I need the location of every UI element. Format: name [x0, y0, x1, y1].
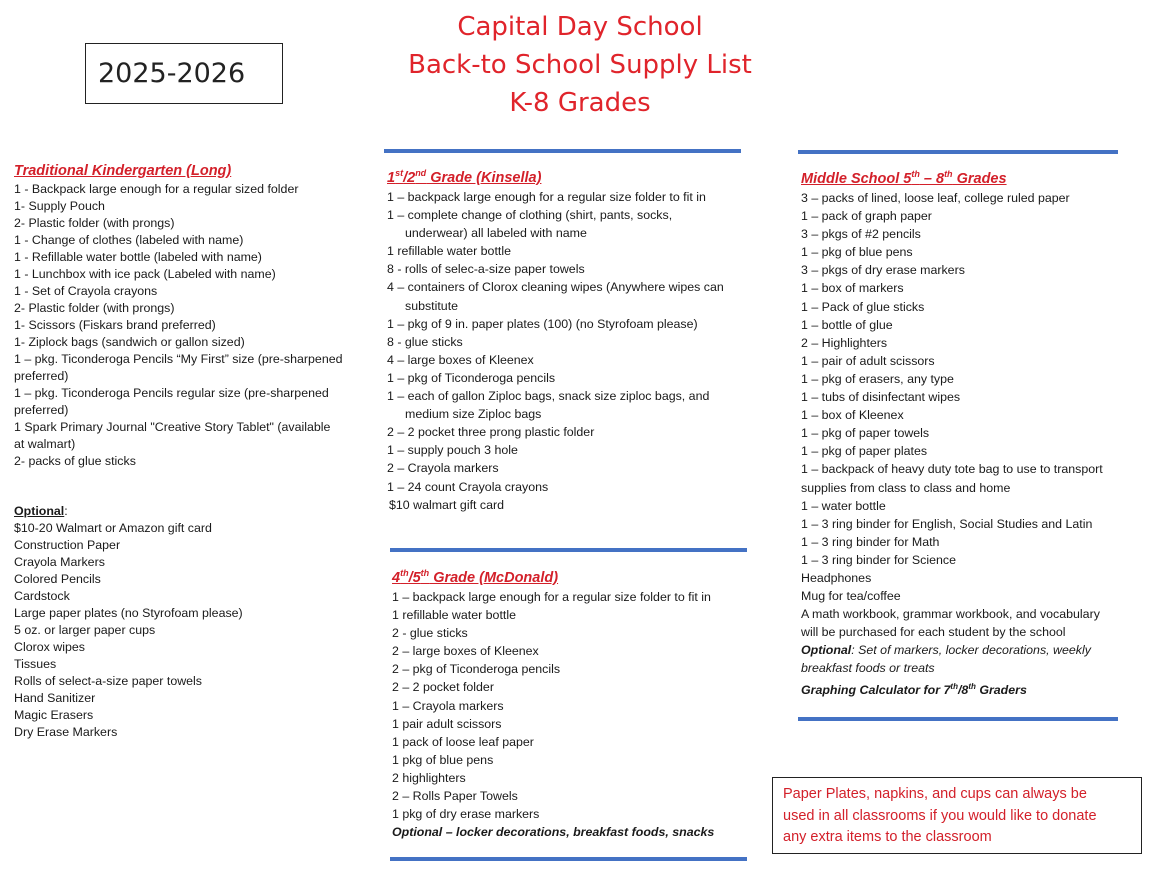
- list-item: Tissues: [14, 657, 57, 671]
- grade12-list: [387, 188, 747, 514]
- list-item: Hand Sanitizer: [14, 691, 96, 705]
- kindergarten-optional-label: Optional:: [14, 504, 68, 518]
- list-item: 1 - Backpack large enough for a regular sized folder: [14, 182, 299, 196]
- list-item: 2- Plastic folder (with prongs): [14, 216, 175, 230]
- list-item-continuation: will be purchased for each student by the school: [801, 625, 1066, 640]
- list-item: Construction Paper: [14, 538, 121, 552]
- kindergarten-list: [14, 181, 344, 470]
- kindergarten-optional-list: [14, 520, 344, 741]
- list-item: 1 – backpack large enough for a regular size folder to fit in: [392, 590, 711, 604]
- document-title: [380, 8, 780, 122]
- title-list-name: Back-to School Supply List: [408, 50, 752, 80]
- school-year-box: 2025-2026: [85, 43, 283, 104]
- list-item: 2- Plastic folder (with prongs): [14, 301, 175, 315]
- middle-school-section: [801, 169, 1131, 699]
- middle-school-heading: Middle School 5th – 8th Grades: [801, 169, 1007, 187]
- list-item: 1 – Pack of glue sticks: [801, 299, 925, 314]
- list-item: 1 – backpack large enough for a regular size folder to fit in: [387, 190, 706, 204]
- note-line: Paper Plates, napkins, and cups can always be: [783, 786, 1087, 802]
- list-item: 1 – water bottle: [801, 498, 886, 513]
- list-item: 1 pair adult scissors: [392, 716, 502, 731]
- list-item: 3 – pkgs of #2 pencils: [801, 227, 921, 242]
- list-item: $10 walmart gift card: [389, 497, 505, 512]
- grade45-optional-note: Optional – locker decorations, breakfast foods, snacks: [392, 825, 715, 840]
- list-item: Mug for tea/coffee: [801, 589, 901, 604]
- list-item: 2 – 2 pocket three prong plastic folder: [387, 425, 595, 440]
- note-line: used in all classrooms if you would like to donate: [783, 807, 1097, 824]
- list-item: 1 – pkg of blue pens: [801, 245, 913, 260]
- kindergarten-section: [14, 161, 344, 741]
- kindergarten-heading: Traditional Kindergarten (Long): [14, 163, 232, 179]
- list-item: 1 - Set of Crayola crayons: [14, 284, 158, 298]
- list-item: 2 highlighters: [392, 770, 466, 785]
- divider-bar-middle-bottom: [798, 717, 1118, 721]
- list-item-continuation: medium size Ziploc bags: [405, 407, 542, 422]
- list-item: Crayola Markers: [14, 555, 105, 569]
- list-item: Dry Erase Markers: [14, 725, 118, 739]
- list-item: 1 refillable water bottle: [392, 608, 516, 623]
- divider-bar-grade45-bottom: [390, 857, 747, 861]
- list-item: 5 oz. or larger paper cups: [14, 623, 156, 637]
- divider-bar-grade45-top: [390, 548, 747, 552]
- list-item: 8 - glue sticks: [387, 334, 463, 349]
- list-item-continuation: underwear) all labeled with name: [405, 226, 587, 241]
- list-item: A math workbook, grammar workbook, and vocabulary: [801, 607, 1100, 622]
- list-item: 1 – pkg of Ticonderoga pencils: [387, 370, 556, 385]
- list-item: 2 – pkg of Ticonderoga pencils: [392, 662, 561, 677]
- list-item: 1 – pkg of paper towels: [801, 426, 930, 441]
- list-item: 1 – pkg. Ticonderoga Pencils “My First” size (pre-sharpened preferred): [14, 352, 343, 383]
- list-item: 1- Supply Pouch: [14, 199, 105, 213]
- list-item: 2 – Rolls Paper Towels: [392, 789, 518, 804]
- list-item: 1 – pack of graph paper: [801, 209, 932, 224]
- divider-bar-middle-top: [798, 150, 1118, 154]
- donation-note-box: [772, 777, 1142, 854]
- list-item: Colored Pencils: [14, 572, 101, 586]
- grade12-section: [387, 168, 747, 514]
- list-item: Headphones: [801, 570, 872, 585]
- list-item: 1 – 3 ring binder for English, Social Studies and Latin: [801, 516, 1093, 531]
- grade12-heading: 1st/2nd Grade (Kinsella): [387, 168, 542, 186]
- list-item: 2- packs of glue sticks: [14, 454, 136, 468]
- list-item: Clorox wipes: [14, 640, 85, 654]
- list-item: 8 - rolls of selec-a-size paper towels: [387, 262, 585, 277]
- list-item: 1 – pkg of 9 in. paper plates (100) (no Styrofoam please): [387, 316, 698, 331]
- list-item: 4 – large boxes of Kleenex: [387, 352, 534, 367]
- list-item-continuation: supplies from class to class and home: [801, 480, 1011, 495]
- list-item: 1 – pair of adult scissors: [801, 353, 935, 368]
- grade45-section: [392, 568, 747, 841]
- list-item: 1 pack of loose leaf paper: [392, 734, 534, 749]
- list-item: 2 – Crayola markers: [387, 461, 499, 476]
- list-item: Magic Erasers: [14, 708, 94, 722]
- list-item: $10-20 Walmart or Amazon gift card: [14, 521, 212, 535]
- list-item: 1 – pkg of erasers, any type: [801, 371, 954, 386]
- middle-school-optional-note-continuation: breakfast foods or treats: [801, 661, 935, 676]
- title-school-name: Capital Day School: [457, 12, 703, 42]
- list-item: 1 - Lunchbox with ice pack (Labeled with name): [14, 267, 276, 281]
- list-item: 1 – backpack of heavy duty tote bag to use to transport: [801, 462, 1103, 477]
- list-item: 1 pkg of dry erase markers: [392, 807, 540, 822]
- graphing-calculator-note: Graphing Calculator for 7th/8th Graders: [801, 681, 1027, 697]
- list-item: 1 – box of markers: [801, 281, 904, 296]
- list-item: 1 - Change of clothes (labeled with name): [14, 233, 244, 247]
- list-item: 1 – pkg. Ticonderoga Pencils regular size (pre-sharpened preferred): [14, 386, 329, 417]
- list-item: 1 – box of Kleenex: [801, 408, 904, 423]
- list-item: 2 – Highlighters: [801, 335, 888, 350]
- title-grades: K-8 Grades: [509, 88, 651, 118]
- list-item: Large paper plates (no Styrofoam please): [14, 606, 243, 620]
- middle-school-list: [801, 189, 1131, 699]
- list-item: 2 - glue sticks: [392, 626, 468, 641]
- list-item: 1 – 3 ring binder for Math: [801, 534, 940, 549]
- middle-school-optional-note: Optional: Set of markers, locker decorations, weekly: [801, 643, 1091, 658]
- divider-bar-grade12-top: [384, 149, 741, 153]
- list-item: 1- Scissors (Fiskars brand preferred): [14, 318, 216, 332]
- list-item: 1 – 3 ring binder for Science: [801, 552, 956, 567]
- list-item: 3 – packs of lined, loose leaf, college ruled paper: [801, 191, 1070, 205]
- list-item: 4 – containers of Clorox cleaning wipes (Anywhere wipes can: [387, 280, 724, 295]
- list-item: 2 – 2 pocket folder: [392, 680, 494, 695]
- list-item: 1 Spark Primary Journal "Creative Story Tablet" (available at walmart): [14, 420, 331, 451]
- list-item: 1 – tubs of disinfectant wipes: [801, 390, 961, 405]
- list-item: 1 – supply pouch 3 hole: [387, 443, 518, 458]
- grade45-list: [392, 588, 747, 841]
- list-item: 1 - Refillable water bottle (labeled with name): [14, 250, 262, 264]
- grade45-heading: 4th/5th Grade (McDonald): [392, 568, 559, 586]
- list-item: 2 – large boxes of Kleenex: [392, 644, 539, 659]
- list-item-continuation: substitute: [405, 298, 459, 313]
- list-item: 1 – pkg of paper plates: [801, 444, 928, 459]
- list-item: 1 – each of gallon Ziploc bags, snack size ziploc bags, and: [387, 389, 710, 404]
- list-item: 1 refillable water bottle: [387, 244, 511, 259]
- list-item: 1 – 24 count Crayola crayons: [387, 479, 549, 494]
- list-item: 1 – bottle of glue: [801, 317, 893, 332]
- list-item: 1 – complete change of clothing (shirt, pants, socks,: [387, 208, 673, 223]
- list-item: 3 – pkgs of dry erase markers: [801, 263, 965, 278]
- list-item: 1 pkg of blue pens: [392, 752, 494, 767]
- list-item: Rolls of select-a-size paper towels: [14, 674, 203, 688]
- note-line: any extra items to the classroom: [783, 829, 992, 845]
- list-item: Cardstock: [14, 589, 70, 603]
- list-item: 1 – Crayola markers: [392, 698, 504, 713]
- list-item: 1- Ziplock bags (sandwich or gallon sized): [14, 335, 245, 349]
